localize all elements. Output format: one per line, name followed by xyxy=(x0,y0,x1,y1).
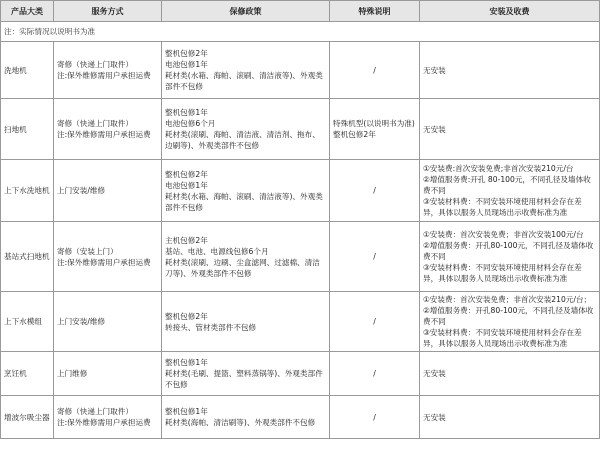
cell-category: 扫地机 xyxy=(1,99,54,160)
cell-install: 无安装 xyxy=(420,99,600,160)
cell-category: 增波尔吸尘器 xyxy=(1,396,54,439)
cell-warranty: 整机包修1年 耗材类(海帕、清洁刷等)、外观类部件不包修 xyxy=(162,396,330,439)
table-row xyxy=(1,42,600,99)
header-installation-fees: 安装及收费 xyxy=(420,1,600,22)
cell-service: 上门安装/维修 xyxy=(54,292,162,352)
header-service-method: 服务方式 xyxy=(54,1,162,22)
cell-special: / xyxy=(330,292,420,352)
cell-install: ①安装费：首次安装免费；非首次安装210元/台； ②增值服务费：开孔80-100元，不同孔径及墙体收费不同 ③安装材料费：不同安装环境使用材料会存在差异，具体以服务人员现场出示收费标准为准 xyxy=(420,292,600,352)
cell-special: / xyxy=(330,352,420,396)
cell-special: / xyxy=(330,396,420,439)
table-row xyxy=(1,222,600,292)
cell-service: 寄修（快递上门取件） 注:保外维修需用户承担运费 xyxy=(54,396,162,439)
cell-service: 上门维修 xyxy=(54,352,162,396)
header-warranty-policy: 保修政策 xyxy=(162,1,330,22)
cell-category: 基站式扫地机 xyxy=(1,222,54,292)
header-special-notes: 特殊说明 xyxy=(330,1,420,22)
cell-install: ①安装费：首次安装免费；非首次安装100元/台 ②增值服务费：开孔80-100元，不同孔径及墙体收费不同 ③安装材料费：不同安装环境使用材料会存在差异，具体以服务人员现场出示收费标准为准 xyxy=(420,222,600,292)
table-row xyxy=(1,352,600,396)
cell-category: 上下水模组 xyxy=(1,292,54,352)
cell-warranty: 整机包修1年 电池包修6个月 耗材类(滚刷、海帕、清洁液、清洁剂、拖布、边刷等)、外观类部件不包修 xyxy=(162,99,330,160)
table-row xyxy=(1,396,600,439)
cell-special: / xyxy=(330,42,420,99)
table-header-row xyxy=(1,1,600,22)
cell-special: / xyxy=(330,160,420,222)
table-row xyxy=(1,99,600,160)
cell-install: 无安装 xyxy=(420,352,600,396)
cell-category: 烹饪机 xyxy=(1,352,54,396)
cell-warranty: 整机包修1年 耗材类(毛刷、提篮、塑料蒸锅等)、外观类部件不包修 xyxy=(162,352,330,396)
cell-special: / xyxy=(330,222,420,292)
cell-warranty: 整机包修2年 电池包修1年 耗材类(水箱、海帕、滚刷、清洁液等)、外观类部件不包修 xyxy=(162,42,330,99)
cell-service: 寄修（安装上门） 注:保外维修需用户承担运费 xyxy=(54,222,162,292)
note-row xyxy=(1,22,600,42)
cell-warranty: 整机包修2年 转接头、管材类部件不包修 xyxy=(162,292,330,352)
header-product-category: 产品大类 xyxy=(1,1,54,22)
cell-special: 特殊机型(以说明书为准)整机包修2年 xyxy=(330,99,420,160)
cell-warranty: 整机包修2年 电池包修1年 耗材类(水箱、海帕、滚刷、清洁液等)、外观类部件不包修 xyxy=(162,160,330,222)
cell-warranty: 主机包修2年 基站、电池、电源线包修6个月 耗材类(滚刷、边刷、尘盒滤网、过滤棉、清洁刀等)、外观类部件不包修 xyxy=(162,222,330,292)
cell-service: 寄修（快递上门取件） 注:保外维修需用户承担运费 xyxy=(54,42,162,99)
table-note: 注：实际情况以说明书为准 xyxy=(1,22,600,42)
cell-install: ①安装费:首次安装免费;非首次安装210元/台 ②增值服务费:开孔 80-100元，不同孔径及墙体收费不同 ③安装材料费：不同安装环境使用材料会存在差异，具体以服务人员现场出示收费标准为准 xyxy=(420,160,600,222)
cell-install: 无安装 xyxy=(420,42,600,99)
table-row xyxy=(1,160,600,222)
cell-category: 洗地机 xyxy=(1,42,54,99)
table-row xyxy=(1,292,600,352)
cell-service: 寄修（快递上门取件） 注:保外维修需用户承担运费 xyxy=(54,99,162,160)
cell-service: 上门安装/维修 xyxy=(54,160,162,222)
cell-category: 上下水洗地机 xyxy=(1,160,54,222)
cell-install: 无安装 xyxy=(420,396,600,439)
